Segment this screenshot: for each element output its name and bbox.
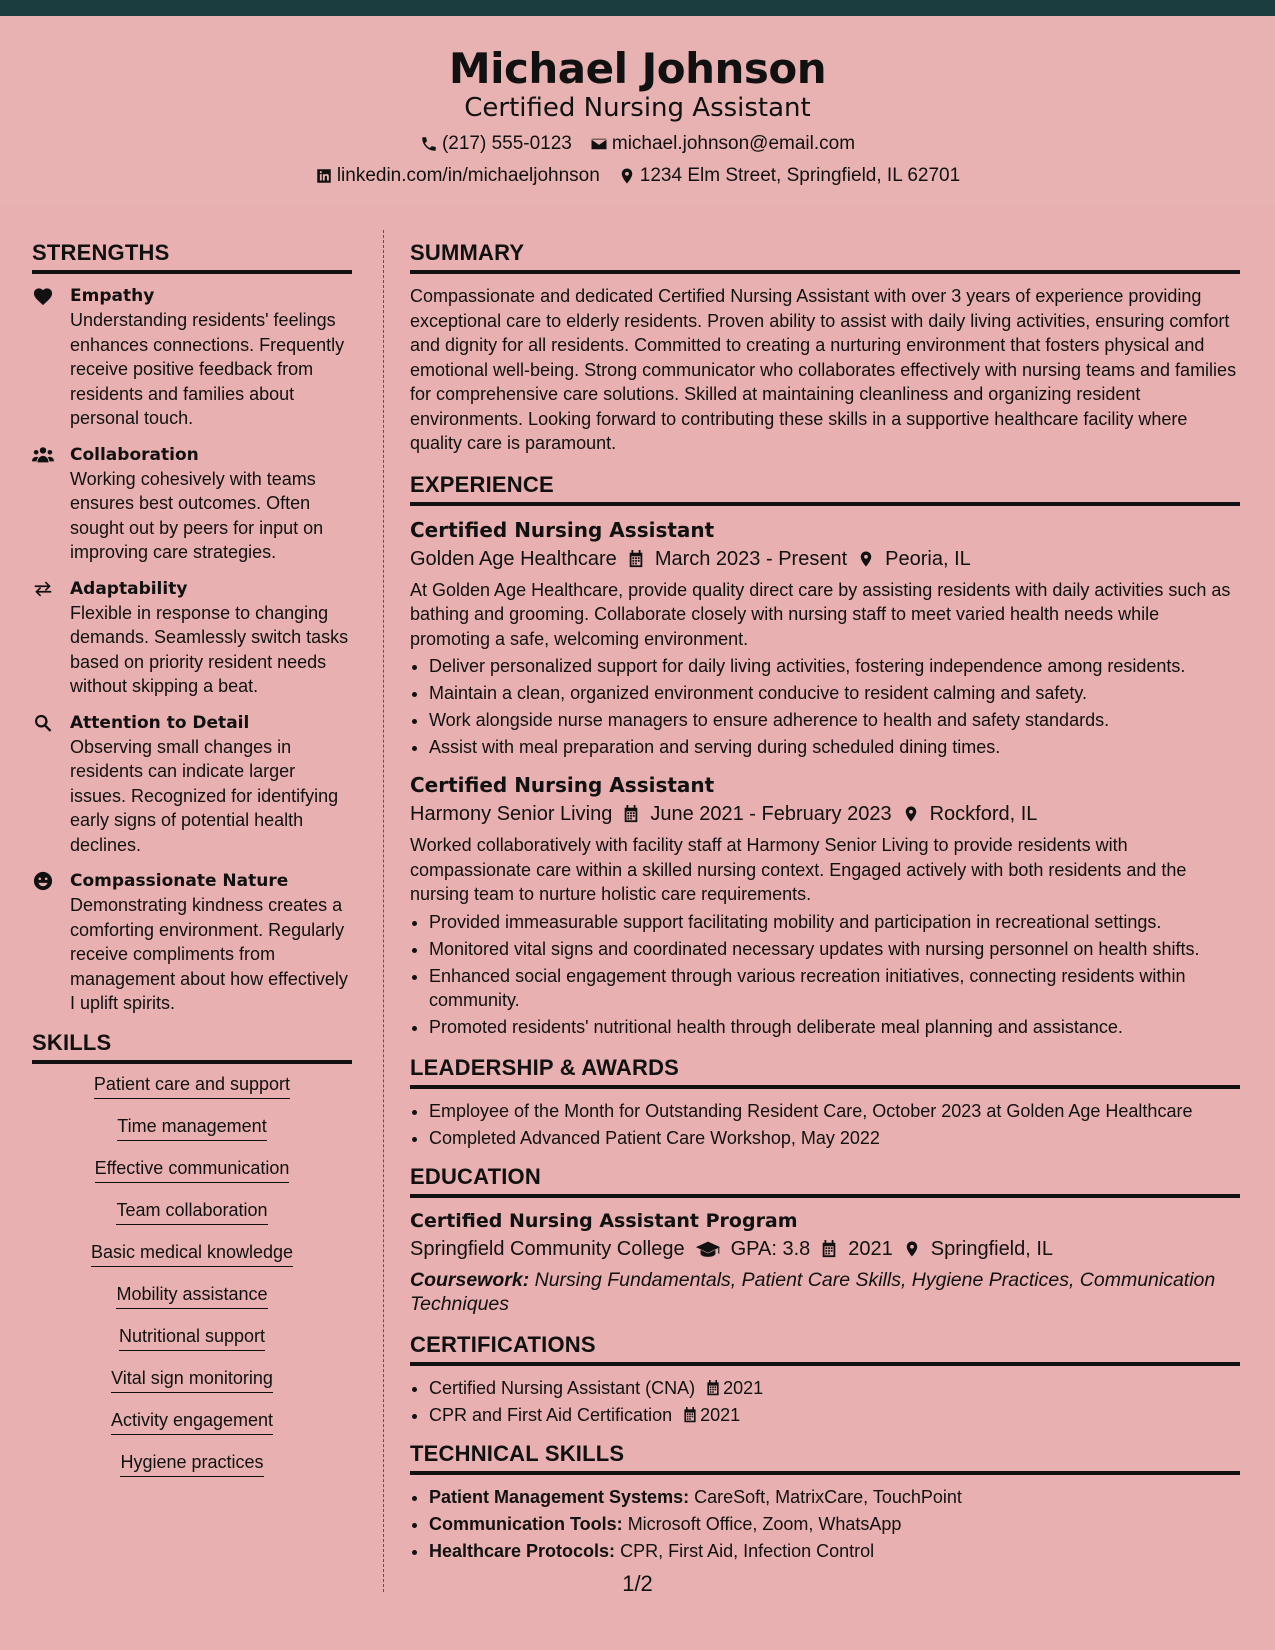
linkedin-icon xyxy=(315,167,333,185)
skill-item: Team collaboration xyxy=(116,1200,267,1225)
job-bullet: • Promoted residents' nutritional health through deliberate meal planning and assistance. xyxy=(429,1015,1240,1039)
contact-row-1 xyxy=(0,133,1275,155)
job-bullet: • Maintain a clean, organized environment conducive to resident calming and safety. xyxy=(429,681,1240,705)
strength-item xyxy=(32,711,352,858)
map-pin-icon xyxy=(902,804,920,824)
linkedin-text: linkedin.com/in/michaeljohnson xyxy=(336,164,600,186)
strengths-heading: STRENGTHS xyxy=(32,240,352,274)
job-title: Certified Nursing Assistant xyxy=(410,517,715,542)
certifications-heading: CERTIFICATIONS xyxy=(410,1332,1240,1366)
job-bullet: • Monitored vital signs and coordinated necessary updates with nursing personnel on health shifts. xyxy=(429,937,1240,961)
strength-name: Compassionate Nature xyxy=(70,871,289,891)
search-icon xyxy=(32,713,54,733)
award-item: • Completed Advanced Patient Care Workshop, May 2022 xyxy=(429,1126,1240,1150)
job-description: At Golden Age Healthcare, provide quality direct care by assisting residents with daily activities such as bathing and grooming. Collaborate closely with nursing staff to meet varied health needs while promoting a safe, welcoming environment. xyxy=(410,579,1231,649)
job-bullet: • Assist with meal preparation and serving during scheduled dining times. xyxy=(429,735,1240,759)
skill-item: Mobility assistance xyxy=(116,1284,267,1309)
job-location: Peoria, IL xyxy=(885,547,971,570)
technical-skills-list xyxy=(410,1485,1240,1563)
technical-skill-item xyxy=(429,1485,1240,1509)
address-text: 1234 Elm Street, Springfield, IL 62701 xyxy=(639,164,961,186)
certification-name: Certified Nursing Assistant (CNA) xyxy=(429,1377,696,1398)
job-title: Certified Nursing Assistant xyxy=(410,773,715,797)
envelope-icon xyxy=(590,135,608,153)
education-meta xyxy=(410,1234,1240,1264)
calendar-icon xyxy=(622,804,640,824)
strength-name: Collaboration xyxy=(70,444,199,465)
candidate-name: Michael Johnson xyxy=(448,44,827,93)
job-bullets xyxy=(410,654,1240,759)
job-meta xyxy=(410,799,1240,829)
certification-item xyxy=(429,1403,1240,1427)
strength-desc: Working cohesively with teams ensures best outcomes. Often sought out by peers for input on improving care strategies. xyxy=(70,468,324,562)
phone-text: (217) 555-0123 xyxy=(441,132,572,154)
skill-item: Vital sign monitoring xyxy=(111,1368,273,1393)
calendar-icon xyxy=(705,1379,721,1397)
job-bullets xyxy=(410,910,1240,1039)
job-dates: June 2021 - February 2023 xyxy=(650,803,892,825)
skill-item: Patient care and support xyxy=(94,1074,290,1099)
certification-year: 2021 xyxy=(700,1404,741,1425)
strength-item xyxy=(32,284,352,431)
contact-row-2 xyxy=(0,165,1275,187)
technical-skill-item xyxy=(429,1512,1240,1536)
experience-heading: EXPERIENCE xyxy=(410,472,1240,506)
strength-item xyxy=(32,577,352,699)
skill-item: Time management xyxy=(117,1116,266,1141)
top-accent-bar xyxy=(0,0,1275,16)
certification-year: 2021 xyxy=(723,1377,764,1398)
email-contact[interactable] xyxy=(590,133,855,155)
strength-item xyxy=(32,443,352,565)
job-company: Golden Age Healthcare xyxy=(410,547,617,570)
job-bullet: • Provided immeasurable support facilitating mobility and participation in recreational settings. xyxy=(429,910,1240,934)
linkedin-contact[interactable] xyxy=(315,165,600,187)
strength-desc: Flexible in response to changing demands. Seamlessly switch tasks based on priority resident needs without skipping a beat. xyxy=(70,602,349,696)
users-icon xyxy=(32,445,54,465)
candidate-title: Certified Nursing Assistant xyxy=(464,93,811,124)
certification-name: CPR and First Aid Certification xyxy=(429,1404,673,1425)
map-pin-icon xyxy=(618,167,636,185)
strength-name: Attention to Detail xyxy=(70,712,250,733)
technical-skill-item xyxy=(429,1539,1240,1563)
skill-item: Hygiene practices xyxy=(120,1452,263,1477)
skills-list xyxy=(32,1074,352,1494)
address-contact xyxy=(618,165,960,187)
summary-text: Compassionate and dedicated Certified Nursing Assistant with over 3 years of experience providing exceptional care to elderly residents. Proven ability to assist with daily living activities, ensuring comfort and dignity for all residents. Committed to creating a nurturing environment that fosters physical and emotional well-being. Strong communicator who collaborates effectively with nursing teams and families for comprehensive care solutions. Skilled at maintaining cleanliness and organizing resident environments. Looking forward to contributing these skills in a supportive healthcare facility where quality care is paramount. xyxy=(410,286,1237,453)
award-item: • Employee of the Month for Outstanding Resident Care, October 2023 at Golden Age Healthcare xyxy=(429,1099,1240,1123)
awards-heading: LEADERSHIP & AWARDS xyxy=(410,1055,1240,1089)
map-pin-icon xyxy=(857,549,875,569)
education-heading: EDUCATION xyxy=(410,1164,1240,1198)
job-location: Rockford, IL xyxy=(929,803,1038,825)
strengths-list xyxy=(32,284,352,1016)
strength-desc: Demonstrating kindness creates a comforting environment. Regularly receive compliments from management about how effectively I uplift spirits. xyxy=(70,895,348,1013)
strength-name: Adaptability xyxy=(70,578,188,599)
job-company: Harmony Senior Living xyxy=(410,803,613,825)
skills-heading: SKILLS xyxy=(32,1030,352,1064)
skill-item: Nutritional support xyxy=(119,1326,265,1351)
calendar-icon xyxy=(627,549,645,569)
strength-item xyxy=(32,869,352,1016)
technical-skill-label: Healthcare Protocols: xyxy=(429,1540,616,1561)
phone-icon xyxy=(420,135,438,153)
education-gpa: GPA: 3.8 xyxy=(730,1237,811,1260)
resume-header xyxy=(0,16,1275,204)
calendar-icon xyxy=(682,1406,698,1424)
education-school: Springfield Community College xyxy=(410,1237,685,1260)
technical-skill-value: CareSoft, MatrixCare, TouchPoint xyxy=(694,1486,962,1507)
page-indicator: 1/2 xyxy=(622,1571,653,1596)
education-program: Certified Nursing Assistant Program xyxy=(410,1209,798,1232)
strength-name: Empathy xyxy=(70,286,155,306)
job-description: Worked collaboratively with facility staff at Harmony Senior Living to provide residents with compassionate care within a skilled nursing context. Engaged actively with both residents and the nursing team to nurture holistic care requirements. xyxy=(410,835,1187,904)
technical-skill-value: Microsoft Office, Zoom, WhatsApp xyxy=(627,1513,902,1534)
job-bullet: • Work alongside nurse managers to ensure adherence to health and safety standards. xyxy=(429,708,1240,732)
job-entry xyxy=(410,516,1240,760)
job-meta xyxy=(410,544,1240,574)
job-dates: March 2023 - Present xyxy=(654,547,848,570)
strength-desc: Observing small changes in residents can indicate larger issues. Recognized for identifying early signs of potential health declines. xyxy=(70,736,339,855)
education-location: Springfield, IL xyxy=(930,1237,1054,1260)
awards-list xyxy=(410,1099,1240,1150)
smile-icon xyxy=(32,871,54,891)
graduation-cap-icon xyxy=(695,1239,721,1259)
coursework-text: Nursing Fundamentals, Patient Care Skills, Hygiene Practices, Communication Techniques xyxy=(410,1268,1216,1315)
skill-item: Effective communication xyxy=(95,1158,290,1183)
technical-skill-value: CPR, First Aid, Infection Control xyxy=(620,1540,875,1561)
phone-contact[interactable] xyxy=(420,133,572,155)
email-text: michael.johnson@email.com xyxy=(611,132,856,154)
left-column xyxy=(32,240,352,1494)
certification-item xyxy=(429,1376,1240,1400)
coursework-label: Coursework: xyxy=(410,1268,530,1291)
strength-desc: Understanding residents' feelings enhances connections. Frequently receive positive feedback from residents and families about personal touch. xyxy=(70,310,345,428)
summary-heading: SUMMARY xyxy=(410,240,1240,274)
technical-skill-label: Communication Tools: xyxy=(429,1513,623,1534)
skill-item: Activity engagement xyxy=(111,1410,273,1435)
column-divider xyxy=(383,230,384,1592)
right-column xyxy=(410,240,1240,1563)
technical-skills-heading: TECHNICAL SKILLS xyxy=(410,1441,1240,1475)
calendar-icon xyxy=(820,1239,838,1259)
education-year: 2021 xyxy=(848,1237,893,1260)
job-entry xyxy=(410,771,1240,1039)
job-bullet: • Enhanced social engagement through various recreation initiatives, connecting residents within community. xyxy=(429,964,1240,1012)
job-bullet: • Deliver personalized support for daily living activities, fostering independence among residents. xyxy=(429,654,1240,678)
heart-icon xyxy=(32,286,54,306)
skill-item: Basic medical knowledge xyxy=(91,1242,293,1267)
map-pin-icon xyxy=(903,1239,921,1259)
education-coursework xyxy=(410,1268,1240,1316)
technical-skill-label: Patient Management Systems: xyxy=(429,1486,690,1507)
exchange-icon xyxy=(32,579,54,599)
certifications-list xyxy=(410,1376,1240,1427)
